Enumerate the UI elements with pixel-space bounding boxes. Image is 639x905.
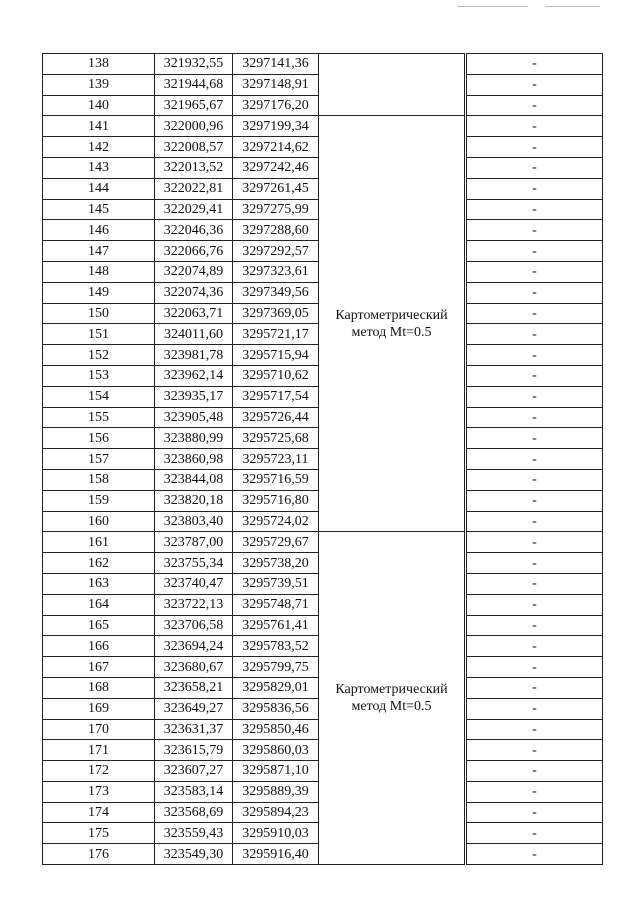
point-number-cell: 154 [43,386,155,407]
dash-cell: - [467,615,603,636]
x-coordinate-cell: 323559,43 [155,823,233,844]
point-number-cell: 165 [43,615,155,636]
dash-cell: - [467,220,603,241]
dash-cell: - [467,282,603,303]
x-coordinate-cell: 321965,67 [155,95,233,116]
point-number-cell: 161 [43,532,155,553]
y-coordinate-cell: 3297148,91 [233,74,319,95]
x-coordinate-cell: 323615,79 [155,740,233,761]
x-coordinate-cell: 321932,55 [155,54,233,75]
x-coordinate-cell: 322013,52 [155,157,233,178]
y-coordinate-cell: 3295850,46 [233,719,319,740]
dash-cell: - [467,116,603,137]
dash-cell: - [467,386,603,407]
x-coordinate-cell: 322074,36 [155,282,233,303]
x-coordinate-cell: 323880,99 [155,428,233,449]
x-coordinate-cell: 322008,57 [155,137,233,158]
y-coordinate-cell: 3297369,05 [233,303,319,324]
x-coordinate-cell: 323607,27 [155,761,233,782]
dash-cell: - [467,781,603,802]
dash-cell: - [467,636,603,657]
y-coordinate-cell: 3295889,39 [233,781,319,802]
point-number-cell: 170 [43,719,155,740]
point-number-cell: 151 [43,324,155,345]
y-coordinate-cell: 3295725,68 [233,428,319,449]
point-number-cell: 145 [43,199,155,220]
y-coordinate-cell: 3295748,71 [233,594,319,615]
y-coordinate-cell: 3295799,75 [233,657,319,678]
point-number-cell: 169 [43,698,155,719]
y-coordinate-cell: 3295717,54 [233,386,319,407]
table-row [43,54,603,75]
point-number-cell: 171 [43,740,155,761]
x-coordinate-cell: 322063,71 [155,303,233,324]
x-coordinate-cell: 323820,18 [155,490,233,511]
point-number-cell: 152 [43,345,155,366]
scan-artifact [545,6,600,7]
method-cell: Картометрический метод Mt=0.5 [319,532,465,865]
point-number-cell: 142 [43,137,155,158]
x-coordinate-cell: 323658,21 [155,677,233,698]
x-coordinate-cell: 322022,81 [155,178,233,199]
y-coordinate-cell: 3295894,23 [233,802,319,823]
y-coordinate-cell: 3295829,01 [233,677,319,698]
y-coordinate-cell: 3297275,99 [233,199,319,220]
point-number-cell: 143 [43,157,155,178]
dash-cell: - [467,553,603,574]
dash-cell: - [467,532,603,553]
x-coordinate-cell: 323680,67 [155,657,233,678]
y-coordinate-cell: 3295761,41 [233,615,319,636]
x-coordinate-cell: 323583,14 [155,781,233,802]
y-coordinate-cell: 3295729,67 [233,532,319,553]
point-number-cell: 172 [43,761,155,782]
point-number-cell: 157 [43,449,155,470]
y-coordinate-cell: 3295738,20 [233,553,319,574]
dash-cell: - [467,137,603,158]
x-coordinate-cell: 323844,08 [155,469,233,490]
point-number-cell: 159 [43,490,155,511]
point-number-cell: 173 [43,781,155,802]
y-coordinate-cell: 3295860,03 [233,740,319,761]
point-number-cell: 153 [43,365,155,386]
point-number-cell: 176 [43,844,155,865]
y-coordinate-cell: 3297214,62 [233,137,319,158]
dash-cell: - [467,54,603,75]
point-number-cell: 160 [43,511,155,532]
coordinates-table-body [43,54,603,865]
y-coordinate-cell: 3295916,40 [233,844,319,865]
coordinates-table [42,53,603,865]
x-coordinate-cell: 322074,89 [155,261,233,282]
y-coordinate-cell: 3295726,44 [233,407,319,428]
y-coordinate-cell: 3295910,03 [233,823,319,844]
dash-cell: - [467,469,603,490]
y-coordinate-cell: 3297199,34 [233,116,319,137]
table-row [43,532,603,553]
point-number-cell: 150 [43,303,155,324]
x-coordinate-cell: 323694,24 [155,636,233,657]
dash-cell: - [467,365,603,386]
x-coordinate-cell: 323631,37 [155,719,233,740]
point-number-cell: 156 [43,428,155,449]
dash-cell: - [467,761,603,782]
y-coordinate-cell: 3297242,46 [233,157,319,178]
y-coordinate-cell: 3295783,52 [233,636,319,657]
y-coordinate-cell: 3297141,36 [233,54,319,75]
dash-cell: - [467,199,603,220]
point-number-cell: 148 [43,261,155,282]
point-number-cell: 175 [43,823,155,844]
x-coordinate-cell: 323905,48 [155,407,233,428]
x-coordinate-cell: 323722,13 [155,594,233,615]
y-coordinate-cell: 3295871,10 [233,761,319,782]
x-coordinate-cell: 323860,98 [155,449,233,470]
x-coordinate-cell: 323787,00 [155,532,233,553]
scan-artifact [458,6,528,7]
point-number-cell: 138 [43,54,155,75]
x-coordinate-cell: 323935,17 [155,386,233,407]
dash-cell: - [467,719,603,740]
dash-cell: - [467,823,603,844]
y-coordinate-cell: 3297261,45 [233,178,319,199]
dash-cell: - [467,844,603,865]
point-number-cell: 164 [43,594,155,615]
point-number-cell: 158 [43,469,155,490]
dash-cell: - [467,698,603,719]
x-coordinate-cell: 322046,36 [155,220,233,241]
x-coordinate-cell: 323706,58 [155,615,233,636]
point-number-cell: 155 [43,407,155,428]
dash-cell: - [467,677,603,698]
dash-cell: - [467,345,603,366]
x-coordinate-cell: 323803,40 [155,511,233,532]
x-coordinate-cell: 322066,76 [155,241,233,262]
dash-cell: - [467,802,603,823]
x-coordinate-cell: 322029,41 [155,199,233,220]
y-coordinate-cell: 3295710,62 [233,365,319,386]
dash-cell: - [467,303,603,324]
dash-cell: - [467,428,603,449]
table-row [43,116,603,137]
point-number-cell: 140 [43,95,155,116]
dash-cell: - [467,490,603,511]
dash-cell: - [467,511,603,532]
point-number-cell: 174 [43,802,155,823]
y-coordinate-cell: 3297349,56 [233,282,319,303]
point-number-cell: 168 [43,677,155,698]
dash-cell: - [467,657,603,678]
dash-cell: - [467,95,603,116]
point-number-cell: 147 [43,241,155,262]
dash-cell: - [467,178,603,199]
point-number-cell: 144 [43,178,155,199]
y-coordinate-cell: 3295721,17 [233,324,319,345]
dash-cell: - [467,157,603,178]
x-coordinate-cell: 324011,60 [155,324,233,345]
point-number-cell: 149 [43,282,155,303]
x-coordinate-cell: 323649,27 [155,698,233,719]
dash-cell: - [467,241,603,262]
x-coordinate-cell: 323981,78 [155,345,233,366]
point-number-cell: 167 [43,657,155,678]
point-number-cell: 162 [43,553,155,574]
x-coordinate-cell: 323549,30 [155,844,233,865]
dash-cell: - [467,407,603,428]
y-coordinate-cell: 3297292,57 [233,241,319,262]
point-number-cell: 166 [43,636,155,657]
x-coordinate-cell: 323755,34 [155,553,233,574]
x-coordinate-cell: 323568,69 [155,802,233,823]
point-number-cell: 141 [43,116,155,137]
y-coordinate-cell: 3295716,80 [233,490,319,511]
y-coordinate-cell: 3297323,61 [233,261,319,282]
point-number-cell: 146 [43,220,155,241]
x-coordinate-cell: 322000,96 [155,116,233,137]
dash-cell: - [467,594,603,615]
dash-cell: - [467,74,603,95]
method-cell [319,54,465,116]
dash-cell: - [467,573,603,594]
dash-cell: - [467,324,603,345]
dash-cell: - [467,740,603,761]
y-coordinate-cell: 3295739,51 [233,573,319,594]
y-coordinate-cell: 3297176,20 [233,95,319,116]
y-coordinate-cell: 3295724,02 [233,511,319,532]
dash-cell: - [467,449,603,470]
x-coordinate-cell: 321944,68 [155,74,233,95]
x-coordinate-cell: 323962,14 [155,365,233,386]
y-coordinate-cell: 3295715,94 [233,345,319,366]
method-cell: Картометрический метод Mt=0.5 [319,116,465,532]
y-coordinate-cell: 3295723,11 [233,449,319,470]
point-number-cell: 139 [43,74,155,95]
point-number-cell: 163 [43,573,155,594]
dash-cell: - [467,261,603,282]
y-coordinate-cell: 3295836,56 [233,698,319,719]
y-coordinate-cell: 3297288,60 [233,220,319,241]
y-coordinate-cell: 3295716,59 [233,469,319,490]
x-coordinate-cell: 323740,47 [155,573,233,594]
